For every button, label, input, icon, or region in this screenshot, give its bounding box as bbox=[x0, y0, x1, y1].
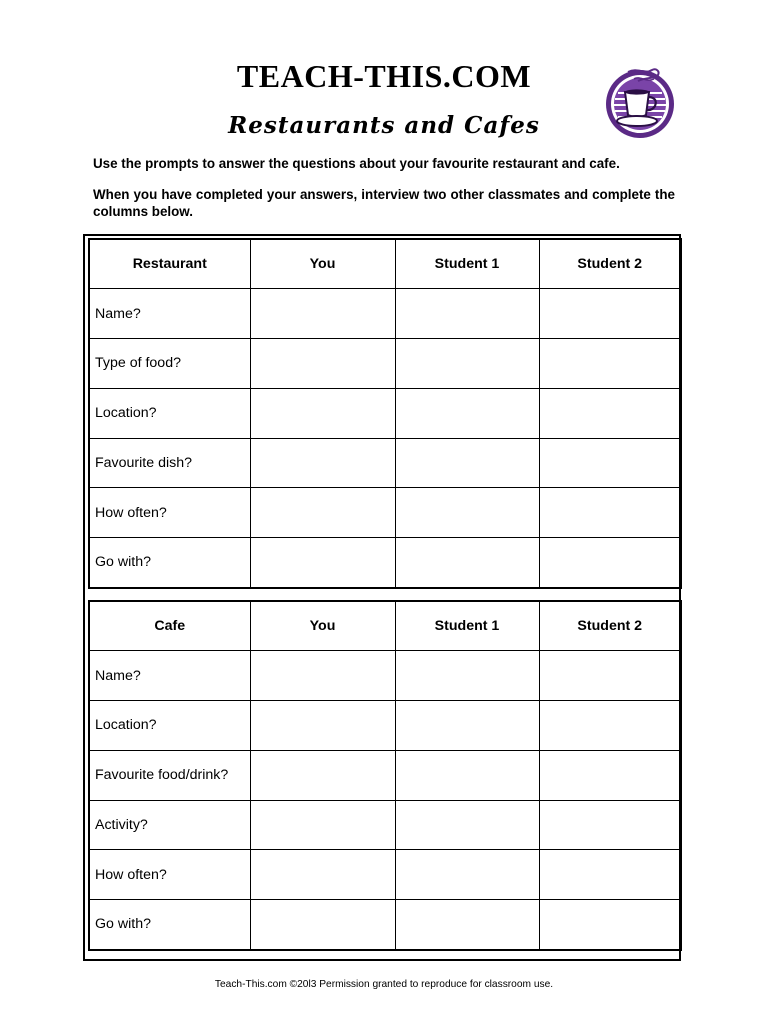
question-label: Name? bbox=[89, 289, 250, 339]
table-row bbox=[89, 438, 681, 488]
answer-cell[interactable] bbox=[395, 289, 539, 339]
column-header-student-2: Student 2 bbox=[539, 239, 681, 289]
answer-cell[interactable] bbox=[539, 701, 681, 751]
table-row bbox=[89, 651, 681, 701]
answer-cell[interactable] bbox=[539, 900, 681, 950]
copyright-footer: Teach-This.com ©20l3 Permission granted to reproduce for classroom use. bbox=[214, 979, 554, 990]
answer-cell[interactable] bbox=[539, 388, 681, 438]
question-label: Name? bbox=[89, 651, 250, 701]
answer-cell[interactable] bbox=[395, 701, 539, 751]
instruction-text-2: When you have completed your answers, interview two other classmates and complete the columns below. bbox=[93, 187, 675, 219]
answer-cell[interactable] bbox=[395, 750, 539, 800]
answer-cell[interactable] bbox=[250, 651, 395, 701]
table-row bbox=[89, 538, 681, 588]
answer-cell[interactable] bbox=[395, 850, 539, 900]
column-header-student-1: Student 1 bbox=[395, 239, 539, 289]
question-label: Location? bbox=[89, 388, 250, 438]
answer-cell[interactable] bbox=[395, 800, 539, 850]
table-row bbox=[89, 850, 681, 900]
worksheet-subtitle: Restaurants and Cafes bbox=[228, 112, 540, 139]
answer-cell[interactable] bbox=[250, 538, 395, 588]
answer-cell[interactable] bbox=[539, 750, 681, 800]
answer-cell[interactable] bbox=[539, 339, 681, 389]
answer-cell[interactable] bbox=[250, 850, 395, 900]
column-header-restaurant: Restaurant bbox=[89, 239, 250, 289]
answer-cell[interactable] bbox=[539, 800, 681, 850]
answer-cell[interactable] bbox=[250, 750, 395, 800]
table-header-row bbox=[89, 601, 681, 651]
question-label: Location? bbox=[89, 701, 250, 751]
answer-cell[interactable] bbox=[250, 701, 395, 751]
answer-cell[interactable] bbox=[539, 488, 681, 538]
table-row bbox=[89, 488, 681, 538]
table-row bbox=[89, 701, 681, 751]
answer-cell[interactable] bbox=[395, 538, 539, 588]
restaurant-table bbox=[88, 238, 682, 589]
table-row bbox=[89, 339, 681, 389]
answer-cell[interactable] bbox=[539, 438, 681, 488]
answer-cell[interactable] bbox=[395, 339, 539, 389]
answer-cell[interactable] bbox=[250, 900, 395, 950]
answer-cell[interactable] bbox=[250, 488, 395, 538]
question-label: Go with? bbox=[89, 900, 250, 950]
column-header-you: You bbox=[250, 601, 395, 651]
column-header-student-2: Student 2 bbox=[539, 601, 681, 651]
column-header-you: You bbox=[250, 239, 395, 289]
table-header-row bbox=[89, 239, 681, 289]
answer-cell[interactable] bbox=[539, 289, 681, 339]
instruction-text-1: Use the prompts to answer the questions about your favourite restaurant and cafe. bbox=[93, 156, 620, 171]
answer-cell[interactable] bbox=[539, 538, 681, 588]
cafe-table bbox=[88, 600, 682, 951]
answer-cell[interactable] bbox=[395, 438, 539, 488]
column-header-student-1: Student 1 bbox=[395, 601, 539, 651]
answer-cell[interactable] bbox=[250, 289, 395, 339]
column-header-cafe: Cafe bbox=[89, 601, 250, 651]
answer-cell[interactable] bbox=[250, 800, 395, 850]
site-title: TEACH-THIS.COM bbox=[236, 58, 532, 94]
table-row bbox=[89, 289, 681, 339]
question-label: Type of food? bbox=[89, 339, 250, 389]
answer-cell[interactable] bbox=[539, 651, 681, 701]
question-label: Go with? bbox=[89, 538, 250, 588]
question-label: Activity? bbox=[89, 800, 250, 850]
answer-cell[interactable] bbox=[395, 488, 539, 538]
table-row bbox=[89, 900, 681, 950]
answer-cell[interactable] bbox=[395, 651, 539, 701]
question-label: Favourite dish? bbox=[89, 438, 250, 488]
answer-cell[interactable] bbox=[250, 388, 395, 438]
answer-cell[interactable] bbox=[250, 339, 395, 389]
question-label: How often? bbox=[89, 488, 250, 538]
table-row bbox=[89, 388, 681, 438]
question-label: How often? bbox=[89, 850, 250, 900]
answer-cell[interactable] bbox=[539, 850, 681, 900]
answer-cell[interactable] bbox=[395, 388, 539, 438]
answer-cell[interactable] bbox=[250, 438, 395, 488]
table-row bbox=[89, 750, 681, 800]
table-row bbox=[89, 800, 681, 850]
answer-cell[interactable] bbox=[395, 900, 539, 950]
question-label: Favourite food/drink? bbox=[89, 750, 250, 800]
